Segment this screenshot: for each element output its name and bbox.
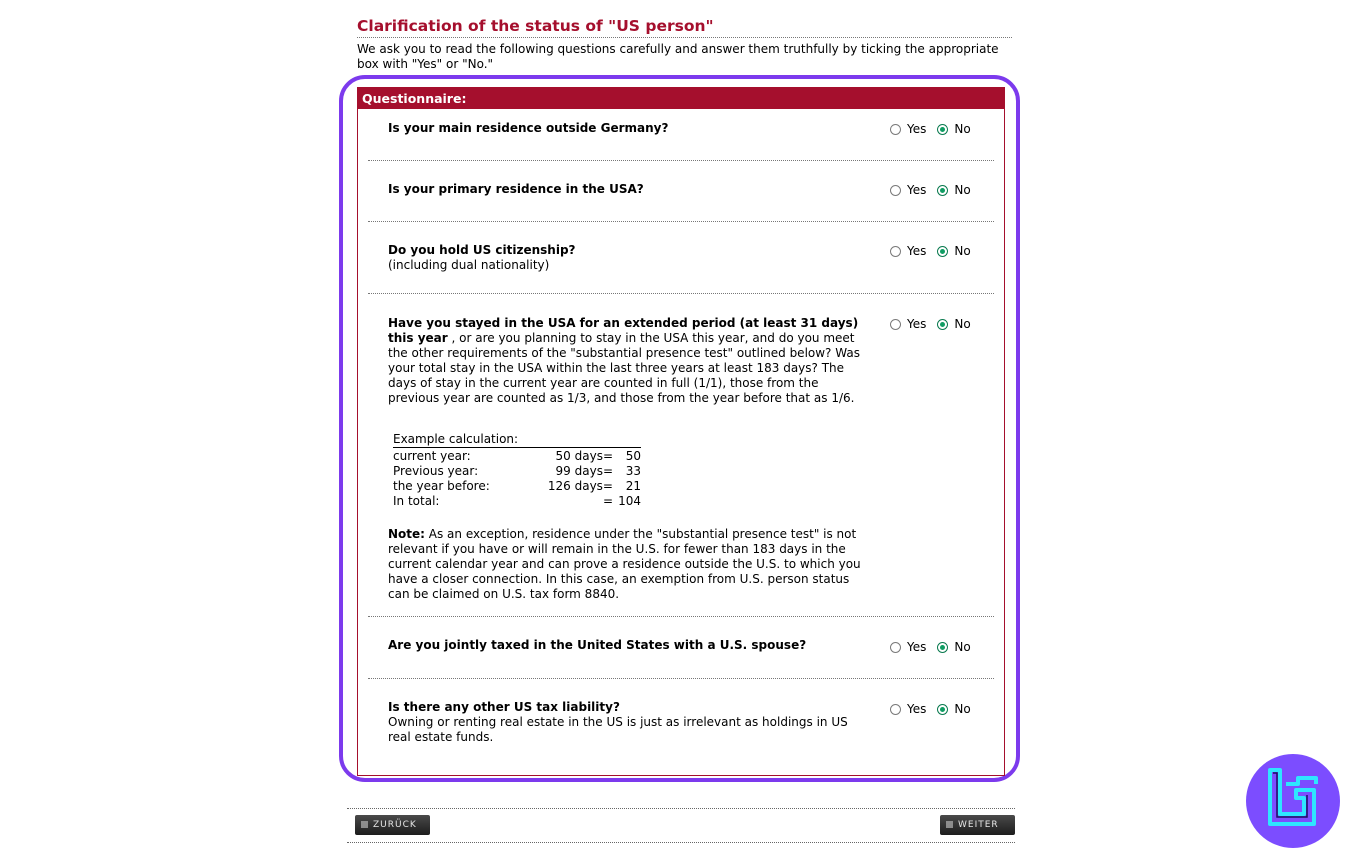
no-radio[interactable] <box>937 704 948 715</box>
calculation-row: Previous year: 99 days= 33 <box>393 464 641 478</box>
no-label: No <box>954 702 971 716</box>
question-subtext: (including dual nationality) <box>388 258 550 272</box>
answer-group <box>890 183 982 197</box>
yes-radio[interactable] <box>890 124 901 135</box>
question-text: Is your primary residence in the USA? <box>388 182 644 196</box>
exception-note <box>388 527 868 602</box>
question-description: , or are you planning to stay in the USA this year, and do you meet the other requirements of the "substantial presence test" outlined below? Was your total stay in the USA within the last three years at least 183 days? The days of stay in the current year are counted in full (1/1), those from the previous year are counted as 1/3, and those from the year before that as 1/6. <box>388 331 860 405</box>
no-label: No <box>954 183 971 197</box>
question-text: Do you hold US citizenship? <box>388 243 576 257</box>
yes-radio[interactable] <box>890 704 901 715</box>
question-other-tax-liability <box>368 679 994 769</box>
question-jointly-taxed <box>368 617 994 679</box>
yes-label: Yes <box>907 317 927 331</box>
next-button-label: WEITER <box>958 820 999 830</box>
brand-logo-icon <box>1246 754 1340 848</box>
back-button[interactable] <box>355 815 430 835</box>
answer-group <box>890 122 982 136</box>
page-title: Clarification of the status of "US person" <box>357 17 1012 38</box>
yes-radio[interactable] <box>890 185 901 196</box>
calculation-row: the year before: 126 days= 21 <box>393 479 641 493</box>
yes-label: Yes <box>907 122 927 136</box>
question-subtext: Owning or renting real estate in the US is just as irrelevant as holdings in US real estate funds. <box>388 715 848 744</box>
next-button[interactable] <box>940 815 1015 835</box>
answer-group <box>890 317 982 331</box>
note-label: Note: <box>388 527 425 541</box>
logo-mark-icon <box>1246 754 1340 848</box>
calculation-row: current year: 50 days= 50 <box>393 449 641 463</box>
yes-label: Yes <box>907 640 927 654</box>
questionnaire-header: Questionnaire: <box>358 88 1004 109</box>
no-radio[interactable] <box>937 124 948 135</box>
questionnaire-panel <box>357 87 1005 776</box>
grip-icon <box>361 821 368 828</box>
yes-radio[interactable] <box>890 642 901 653</box>
question-text: Have you stayed in the USA for an extended period (at least 31 days) this year <box>388 316 859 345</box>
back-button-label: ZURÜCK <box>373 820 417 830</box>
question-primary-residence-usa <box>368 161 994 222</box>
question-substantial-presence <box>368 294 994 617</box>
no-radio[interactable] <box>937 642 948 653</box>
no-label: No <box>954 244 971 258</box>
no-radio[interactable] <box>937 246 948 257</box>
note-text: As an exception, residence under the "substantial presence test" is not relevant if you have or will remain in the U.S. for fewer than 183 days in the current calendar year and can prove a residence outside the U.S. to which you have a closer connection. In this case, an exemption from U.S. person status can be claimed on U.S. tax form 8840. <box>388 527 861 601</box>
calculation-heading: Example calculation: <box>393 432 641 448</box>
yes-label: Yes <box>907 183 927 197</box>
answer-group <box>890 640 982 654</box>
answer-group <box>890 702 982 716</box>
intro-text: We ask you to read the following questions carefully and answer them truthfully by ticking the appropriate box with "Yes" or "No." <box>357 42 999 71</box>
navigation-bar <box>347 808 1015 843</box>
no-label: No <box>954 640 971 654</box>
no-radio[interactable] <box>937 185 948 196</box>
yes-label: Yes <box>907 702 927 716</box>
yes-label: Yes <box>907 244 927 258</box>
no-label: No <box>954 317 971 331</box>
grip-icon <box>946 821 953 828</box>
no-label: No <box>954 122 971 136</box>
example-calculation <box>393 432 641 509</box>
question-text: Are you jointly taxed in the United States with a U.S. spouse? <box>388 638 807 652</box>
yes-radio[interactable] <box>890 319 901 330</box>
question-us-citizenship <box>368 222 994 294</box>
question-main-residence <box>368 110 994 161</box>
no-radio[interactable] <box>937 319 948 330</box>
question-text: Is there any other US tax liability? <box>388 700 620 714</box>
yes-radio[interactable] <box>890 246 901 257</box>
question-text: Is your main residence outside Germany? <box>388 121 669 135</box>
answer-group <box>890 244 982 258</box>
calculation-row-total: In total: = 104 <box>393 494 641 508</box>
